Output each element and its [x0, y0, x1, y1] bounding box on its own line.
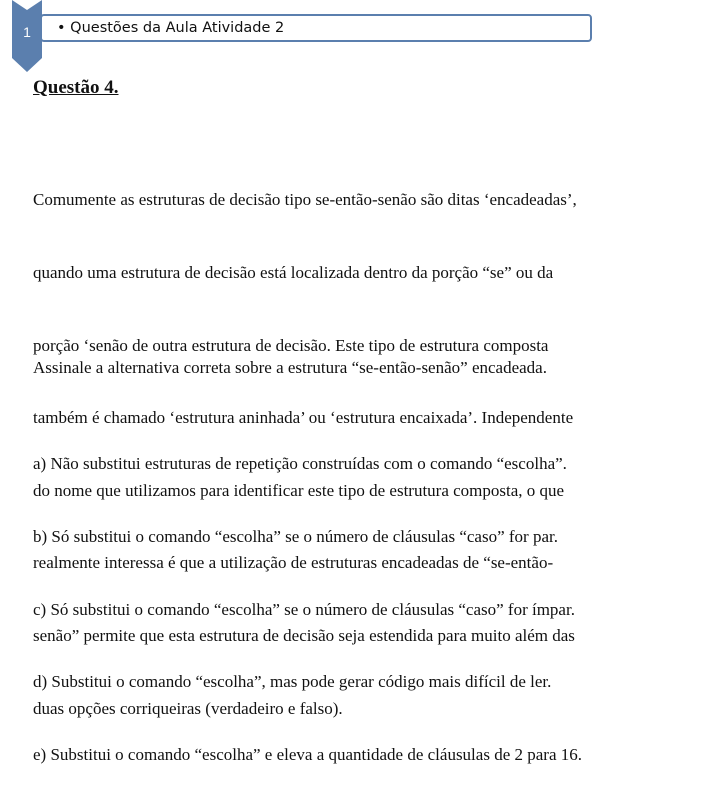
body-line: duas opções corriqueiras (verdadeiro e falso). [33, 698, 343, 718]
option-d[interactable]: d) Substitui o comando “escolha”, mas pode gerar código mais difícil de ler. [33, 672, 552, 692]
header-title: Questões da Aula Atividade 2 [70, 20, 285, 36]
question-title: Questão 4. [33, 77, 119, 98]
body-line: do nome que utilizamos para identificar este tipo de estrutura composta, o que [33, 480, 565, 500]
option-e[interactable]: e) Substitui o comando “escolha” e eleva a quantidade de cláusulas de 2 para 16. [33, 744, 582, 764]
header-box [40, 14, 592, 42]
option-c[interactable]: c) Só substitui o comando “escolha” se o número de cláusulas “caso” for ímpar. [33, 599, 575, 619]
body-line: porção ‘senão de outra estrutura de decisão. Este tipo de estrutura composta [33, 335, 549, 355]
question-prompt: Assinale a alternativa correta sobre a estrutura “se-então-senão” encadeada. [33, 358, 547, 377]
bullet: • [57, 20, 66, 36]
step-number: 1 [23, 24, 31, 40]
body-line: Comumente as estruturas de decisão tipo se-então-senão são ditas ‘encadeadas’, [33, 190, 577, 210]
option-b[interactable]: b) Só substitui o comando “escolha” se o número de cláusulas “caso” for par. [33, 527, 558, 547]
body-line: realmente interessa é que a utilização de estruturas encadeadas de “se-então- [33, 553, 554, 573]
body-line: também é chamado ‘estrutura aninhada’ ou ‘estrutura encaixada’. Independente [33, 408, 574, 428]
options-list [33, 404, 582, 791]
body-line: quando uma estrutura de decisão está localizada dentro da porção “se” ou da [33, 263, 554, 283]
option-a[interactable]: a) Não substitui estruturas de repetição construídas com o comando “escolha”. [33, 454, 567, 474]
body-line: senão” permite que esta estrutura de decisão seja estendida para muito além das [33, 626, 575, 646]
